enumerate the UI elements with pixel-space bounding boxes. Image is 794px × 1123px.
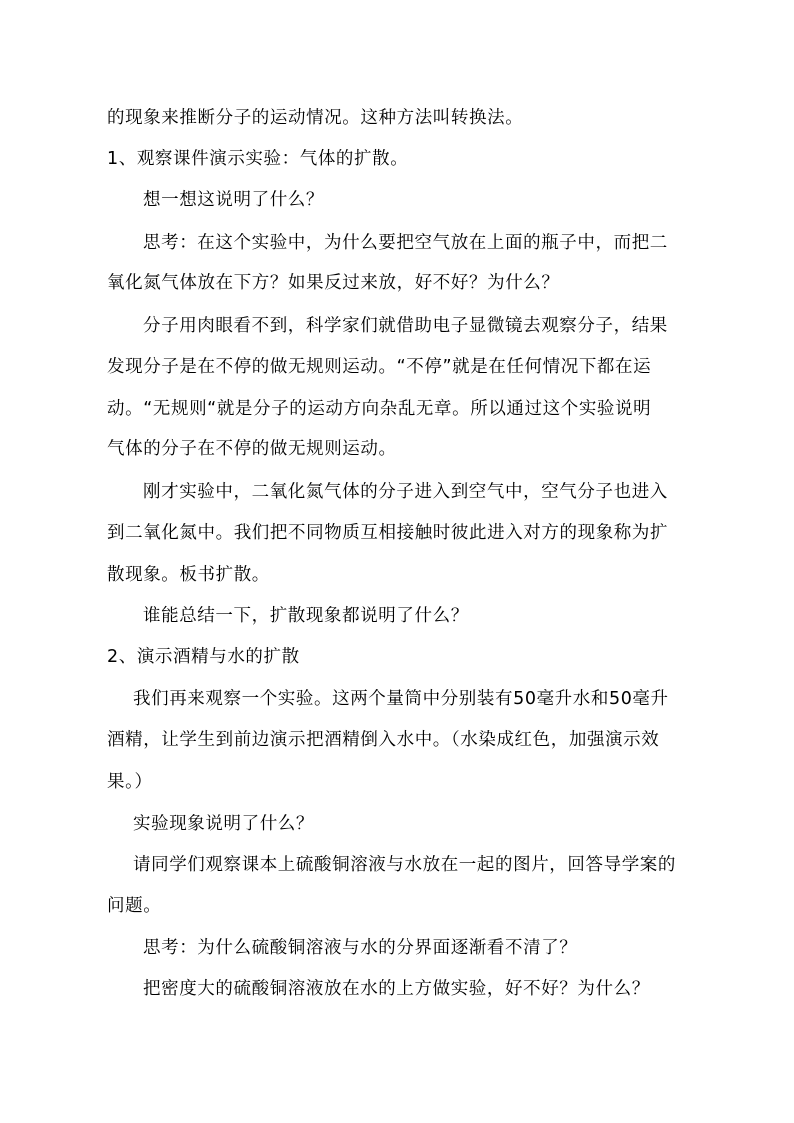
text-line: 我们再来观察一个实验。这两个量筒中分别装有50毫升水和50毫升 xyxy=(133,689,669,709)
text-line: 把密度大的硫酸铜溶液放在水的上方做实验，好不好？为什么？ xyxy=(143,979,650,999)
text-line: 动。“无规则“就是分子的运动方向杂乱无章。所以通过这个实验说明 xyxy=(107,399,652,419)
section-heading: 1、观察课件演示实验：气体的扩散。 xyxy=(107,149,409,169)
text-line: 酒精，让学生到前边演示把酒精倒入水中。（水染成红色，加强演示效 xyxy=(107,730,660,750)
text-line: 问题。 xyxy=(107,896,162,916)
text-line: 想一想这说明了什么？ xyxy=(143,190,324,210)
text-line: 分子用肉眼看不到，科学家们就借助电子显微镜去观察分子，结果 xyxy=(143,316,668,336)
section-heading: 2、演示酒精与水的扩散 xyxy=(107,647,300,667)
text-line: 发现分子是在不停的做无规则运动。“不停”就是在任何情况下都在运 xyxy=(107,357,652,377)
text-line: 实验现象说明了什么？ xyxy=(133,814,314,834)
text-line: 刚才实验中，二氧化氮气体的分子进入到空气中，空气分子也进入 xyxy=(143,482,668,502)
text-line: 思考：在这个实验中，为什么要把空气放在上面的瓶子中，而把二 xyxy=(143,233,668,253)
text-line: 的现象来推断分子的运动情况。这种方法叫转换法。 xyxy=(107,108,524,128)
text-line: 散现象。板书扩散。 xyxy=(107,565,270,585)
text-line: 氧化氮气体放在下方？如果反过来放，好不好？为什么？ xyxy=(107,273,560,293)
text-line: 谁能总结一下，扩散现象都说明了什么？ xyxy=(143,606,469,626)
text-line: 果。） xyxy=(107,772,153,792)
text-line: 气体的分子在不停的做无规则运动。 xyxy=(107,439,397,459)
text-line: 思考：为什么硫酸铜溶液与水的分界面逐渐看不清了？ xyxy=(143,938,578,958)
text-line: 到二氧化氮中。我们把不同物质互相接触时彼此进入对方的现象称为扩 xyxy=(107,523,669,543)
text-line: 请同学们观察课本上硫酸铜溶液与水放在一起的图片，回答导学案的 xyxy=(133,855,676,875)
